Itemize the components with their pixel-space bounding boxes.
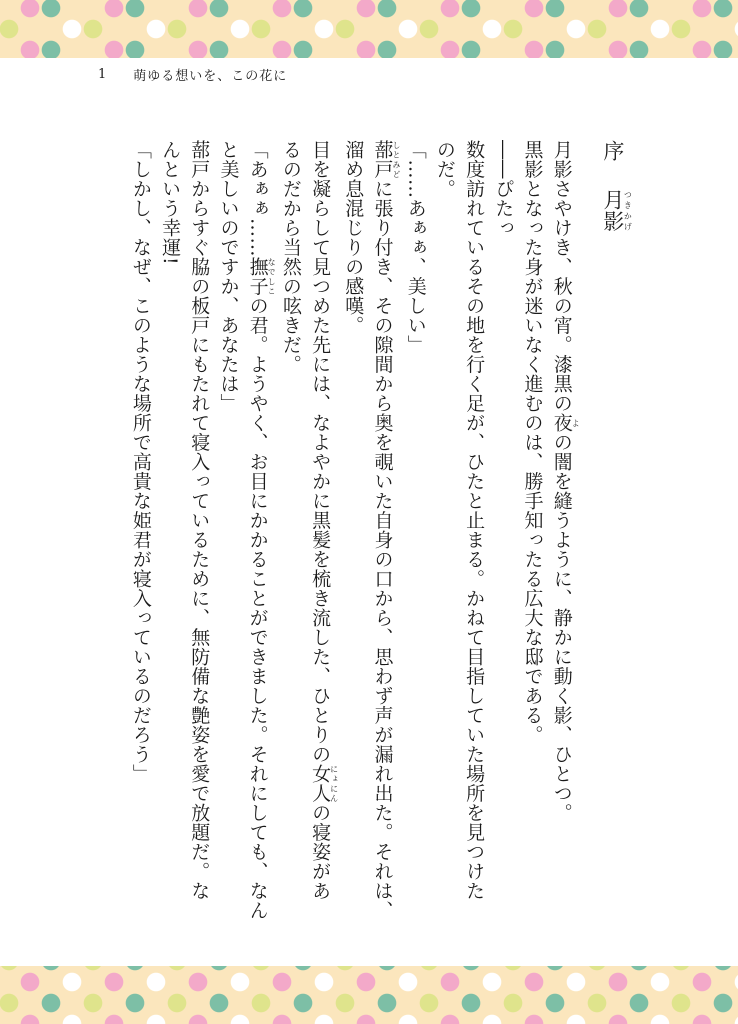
line-text: の寝姿があ [309,803,332,901]
page-number: 1 [98,66,108,82]
line-text: 目を凝らして見つめた先には、なよやかに黒髪を梳き流した、ひとりの [309,140,332,764]
body-line-4: 数度訪れているその地を行く足が、ひたと止まる。かねて目指していた場所を見つけた [463,140,486,901]
author-ruby: つきかげ [623,188,633,232]
body-line-14: んという幸運! [159,140,182,266]
ruby-text: にょにん [329,764,339,803]
body-line-9 [305,140,338,940]
book-title: 萌ゆる想いを、この花に [133,68,288,84]
line-text: に張り付き、その隙間から奥を覗いた自身の口から、思わず声が漏れ出た。それは、 [371,179,394,920]
body-line-11 [242,140,275,940]
body-line-10: るのだから当然の呟きだ。 [279,140,302,374]
chapter-title: 序 [600,140,625,162]
ruby-text: しとみど [391,140,401,179]
vertical-text-body [74,140,634,940]
line-text: の君。ようやく、お目にかかることができました。それにしても、なん [246,296,269,920]
body-line-6: 「……あぁぁ、美しい」 [404,140,427,355]
body-line-2: 黒影となった身が迷いなく進むのは、勝手知ったる広大な邸である。 [521,140,544,745]
ruby-base: 撫子 [246,257,269,296]
author-name: 月影 [600,188,625,232]
body-line-8: 溜め息混じりの感嘆。 [342,140,365,335]
ruby-base: 女人 [309,764,332,803]
body-line-1 [547,140,580,940]
running-head [98,64,287,84]
chapter-heading [598,140,634,940]
line-text: 「あぁぁ…… [246,140,269,257]
chapter-author [598,189,632,232]
body-line-15: 「しかし、なぜ、このような場所で高貴な姫君が寝入っているのだろう」 [129,140,152,784]
body-line-13: 蔀戸からすぐ脇の板戸にもたれて寝入っているために、無防備な艶姿を愛で放題だ。な [188,140,211,901]
polka-dot-border-top [0,0,738,58]
polka-dot-border-bottom [0,966,738,1024]
ruby-base: 蔀戸 [371,140,394,179]
line-text: 月影さやけき、秋の宵。漆黒の [550,140,573,413]
ruby-text: なでしこ [267,257,277,296]
line-text: の闇を縫うように、静かに動く影、ひとつ。 [550,432,573,823]
ruby-base: 夜 [550,413,573,433]
body-line-3: ――ぴたっ [492,140,515,238]
ruby-text: よ [571,413,581,433]
body-line-7 [367,140,400,940]
body-line-5: のだ。 [433,140,456,199]
body-line-12: と美しいのですか、あなたは」 [217,140,240,413]
